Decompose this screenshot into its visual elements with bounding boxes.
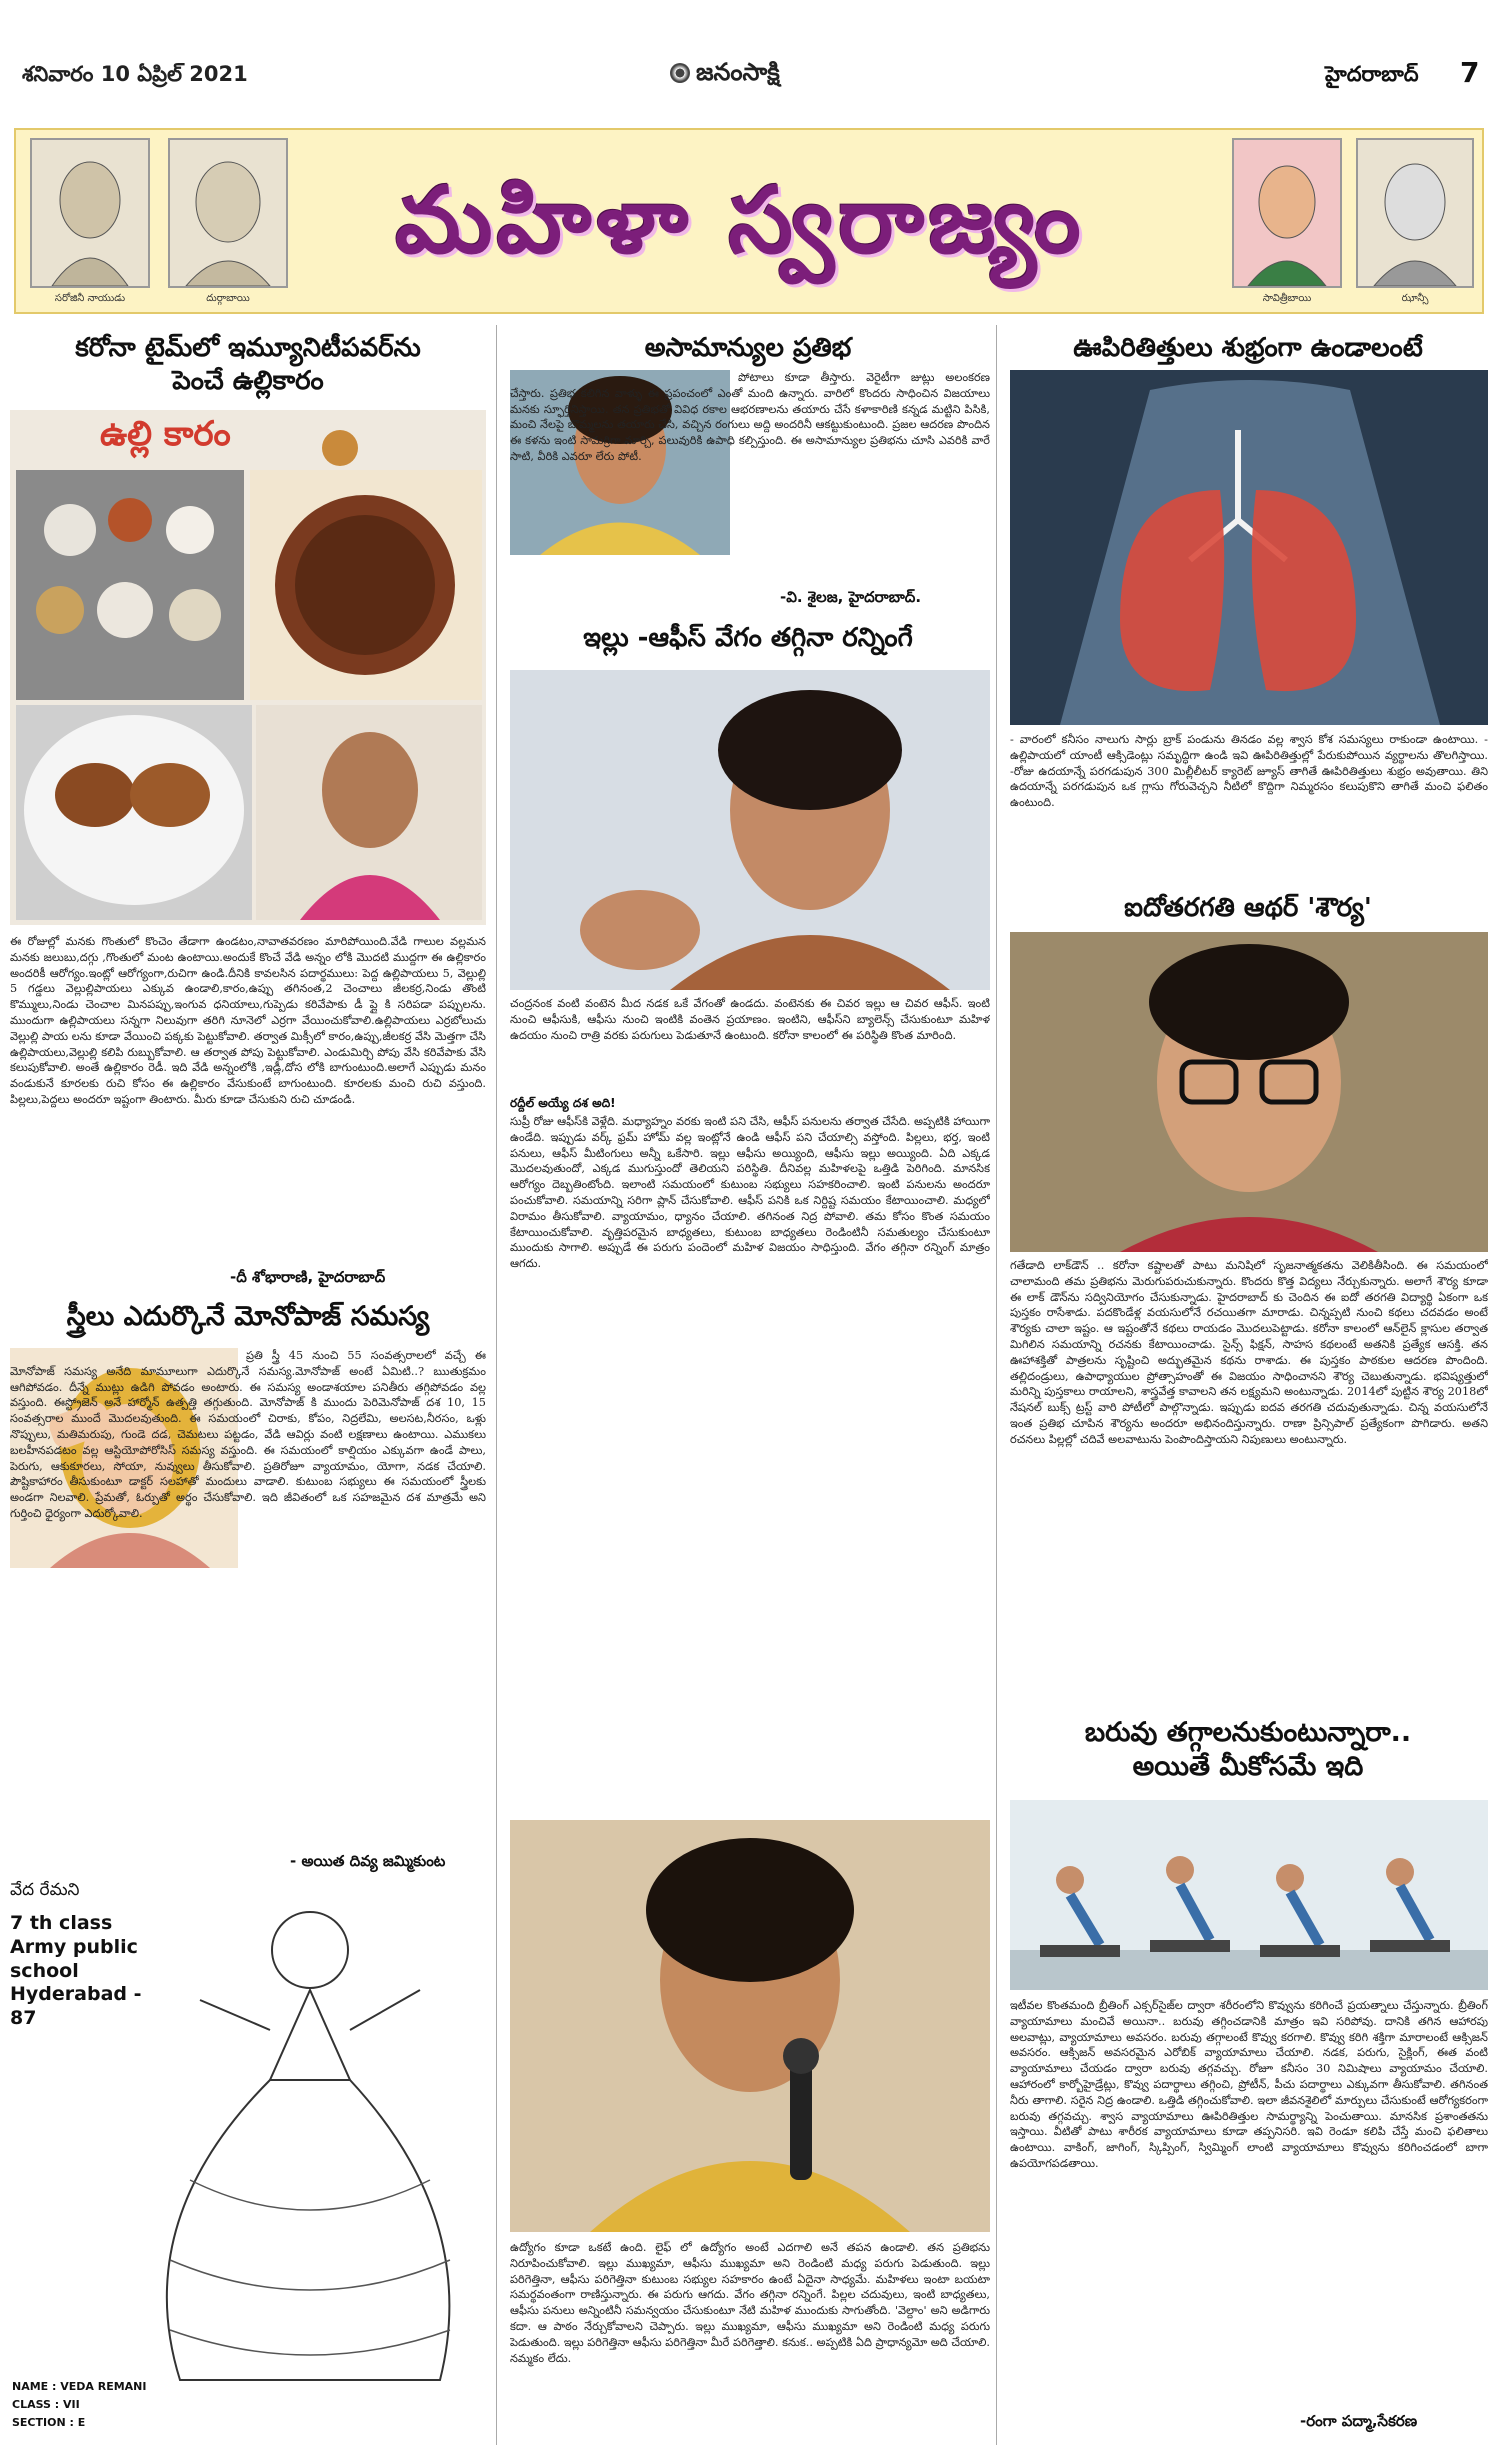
headline-line-1: బరువు తగ్గాలనుకుంటున్నారా.. [1084, 1717, 1412, 1748]
column-divider [996, 325, 997, 2445]
article-body: ఉద్యోగం కూడా ఒకటే ఉంది. లైఫ్ లో ఉద్యోగం అంటే ఎదగాలి అనే తపన ఉండాలి. తన ప్రతిభను నిరూపించుకోవాలి. ఇల్లు ముఖ్యమా, ఆఫీసు ముఖ్యమా అని రెండింటి మధ్య పరుగు పెడుతుంది. ఇల్లు పరిగెత్తినా, ఆఫీసు పరిగెత్తినా కుటుంబ సభ్యుల సహకారం ఉంటే ఏదైనా సాధ్యమే. మహిళలు ఇంటా బయటా సమర్థవంతంగా రాణిస్తున్నారు. ఈ పరుగు ఆగదు. వేగం తగ్గినా రన్నింగే. పిల్లల చదువులు, ఇంటి బాధ్యతలు, ఆఫీసు పనులు అన్నింటినీ సమన్వయం చేసుకుంటూ నేటి మహిళ ముందుకు సాగుతోంది. 'వెల్దాం' అని అడిగారు కదా. ఆ పాఠం నేర్చుకోవాలని చెప్పారు. ఇల్లు ముఖ్యమా, ఆఫీసు ముఖ్యమా అని రెండింటి మధ్య పరుగు పెడుతుంది. ఇల్లు పరిగెత్తినా ఆఫీసు పరిగెత్తినా మీరే పరిగెత్తాలి. కనుక.. అప్పటికి ఏది ప్రాధాన్యమో అది చేయాలి. నమ్మకం లేదు. [510, 2241, 990, 2365]
exercise-group-icon [1010, 1800, 1488, 1990]
headline-line-1: కరోనా టైమ్‌లో ఇమ్యూనిటీపవర్‌ను [75, 333, 421, 363]
city-name: హైదరాబాద్ [1325, 62, 1419, 86]
speaker-photo-2 [510, 1820, 990, 2232]
food-collage-icon [10, 410, 486, 925]
article-byline: -దీ శోభారాణి, హైదరాబాద్ [230, 1268, 386, 1286]
woman-with-microphone-icon [510, 1820, 990, 2232]
woman-portrait-icon [1234, 140, 1340, 286]
portrait-caption-4: ఝాన్సీ [1401, 293, 1429, 304]
nameplate-line: NAME : VEDA REMANI [12, 2380, 147, 2393]
student-drawing [10, 1880, 486, 2440]
article-headline: అసామాన్యుల ప్రతిభ [644, 333, 852, 363]
portrait-1 [30, 138, 150, 304]
portrait-caption-2: దుర్గాబాయి [206, 293, 250, 304]
portrait-caption-3: సావిత్రీబాయి [1262, 293, 1312, 304]
woman-speaking-icon [510, 670, 990, 990]
fitness-class-photo [1010, 1800, 1488, 1990]
article-body: - వారంలో కనీసం నాలుగు సార్లు బ్రాక్ పండును తినడం వల్ల శ్వాస కోశ సమస్యలు రాకుండా ఉంటాయి. - ఉల్లిపాయలో యాంటీ ఆక్సిడెంట్లు సమృద్ధిగా ఉండి ఇవి ఊపిరితిత్తుల్లో పేరుకుపోయిన వ్యర్థాలను తొలగిస్తాయి. -రోజు ఉదయాన్నే పరగడుపున 300 మిల్లీలీటర్ క్యారెట్ జ్యూస్ తాగితే ఊపిరితిత్తులు శుభ్రం అవుతాయి. తిని ఉదయాన్నే పరగడుపున ఒక గ్లాసు గోరువెచ్చని నీటిలో కొద్దిగా నిమ్మరసం కలుపుకొని తాగితే మంచి ఫలితం ఉంటుంది. [1010, 733, 1488, 810]
drawing-credit: 7 th class Army public school Hyderabad - 87 [10, 1912, 142, 2029]
article-body: ఈ రోజుల్లో మనకు గొంతులో కొంచెం తేడాగా ఉండటం,నావాతవరణం మారిపోయింది.వేడి గాలుల వల్లమన మనకు జలుబు,దగ్గు ,గొంతులో మంట ఉంటాయి.అందుకే కొంచే వేడి అన్నం లోకి మొదటి ముద్దగా ఈ ఉల్లికారం అందరికీ ఆరోగ్యం.ఇంట్లో ఆరోగ్యంగా,రుచిగా ఉండి.దీనికి కావలసిన పదార్థములు: పెద్ద ఉల్లిపాయలు 5, వెల్లుల్లి 5 గడ్డలు వెల్లుల్లిపాయలు ఎక్కువ ఉండాలి,కారం,ఉప్పు తగినంత,2 చెంచాలు జీలకర్ర,నిండు తొంటి కొమ్ములు,నిండు చెంచాల మినపప్పు,ఇంగువ ధనియాలు,గుప్పెడు కరివేపాకు డీ ప్లై కి సరిపడా పప్పులను. ముందుగా ఉల్లిపాయలు సన్నగా నిలువుగా తరిగి నూనెలో ఎర్రగా వేయించుకోవాలి.ఉల్లిపాయలు ఎర్రబోలుచు వెల్లుల్లి పాయ లను కూడా వేయించి పక్కకు పెట్టుకోవాలి. తర్వాత మిక్సీలో కారం,ఉప్పు,జీలకర్ర వేసి మెత్తగా చేసి ఉల్లిపాయలు,వెల్లుల్లి కలిపి రుబ్బుకోవాలి. ఆ తర్వాత పోపు పెట్టుకోవాలి. ఎండుమిర్చి పోపు వేసి కరివేపాకు వేసి కలుపుకోవాలి. అంతే ఉల్లికారం రెడీ. ఇది వేడి అన్నంలోకి ,ఇడ్లీ,దోస లోకి బాగుంటుంది.అలాగే ఎప్పుడు మనం వండుకునే కూరలకు రుచి కోసం ఈ ఉల్లికారం వేసుకుంటే బాగుంటుంది. కూరలకు మంచి రుచి వస్తుంది. పిల్లలు,పెద్దలు అందరూ ఇష్టంగా తింటారు. మీరు కూడా చేసుకుని రుచి చూడండి. [10, 935, 486, 1106]
shaurya-photo [1010, 932, 1488, 1252]
article-headline: ఇల్లు -ఆఫీస్ వేగం తగ్గినా రన్నింగే [583, 623, 913, 653]
drawing-title: వేద రేమని [10, 1880, 80, 1900]
article-byline: - అయిత దివ్య జమ్మికుంట [290, 1852, 446, 1870]
article-headline [1006, 1716, 1490, 1784]
woman-portrait-icon [170, 140, 286, 286]
lungs-photo [1010, 370, 1488, 725]
woman-portrait-icon [32, 140, 148, 286]
article-headline: ఐదోతరగతి ఆథర్ 'శౌర్య' [1124, 893, 1372, 923]
portrait-4 [1356, 138, 1474, 304]
photo-title-text: ఉల్లి కారం [100, 414, 231, 454]
article-body: ప్రతి స్త్రీ 45 నుంచి 55 సంవత్సరాలలో వచ్చే ఈ మోనోపాజ్ సమస్య అనేది మామూలుగా ఎదుర్కొనే సమస్య.మోనోపాజ్ అంటే ఏమిటి..? ఋతుక్రమం ఆగిపోవడం. దీన్నే ముట్లు ఉడిగి పోవడం అంటారు. ఈ సమస్య అండాశయాల పనితీరు తగ్గిపోవడం వల్ల వస్తుంది. ఈస్ట్రోజెన్ అనే హార్మోన్ ఉత్పత్తి తగ్గుతుంది. మోనోపాజ్ కి ముందు పెరిమెనోపాజ్ దశ 10, 15 సంవత్సరాల ముందే మొదలవుతుంది. ఈ సమయంలో చిరాకు, కోపం, నిద్రలేమి, అలసట,నీరసం, ఒళ్లు నొప్పులు, మతిమరుపు, గుండె దడ, చెమటలు పట్టడం, వేడి ఆవిర్లు వంటి లక్షణాలు ఉంటాయి. ఎముకలు బలహీనపడటం వల్ల ఆస్టియోపోరోసిస్ సమస్య వస్తుంది. ఈ సమయంలో కాల్షియం ఎక్కువగా ఉండే పాలు, పెరుగు, ఆకుకూరలు, సోయా, నువ్వులు తీసుకోవాలి. ప్రతిరోజూ వ్యాయామం, యోగా, నడక చేయాలి. పౌష్టికాహారం తీసుకుంటూ డాక్టర్ సలహాతో మందులు వాడాలి. కుటుంబ సభ్యులు ఈ సమయంలో స్త్రీలకు అండగా నిలవాలి. ప్రేమతో, ఓర్పుతో అర్థం చేసుకోవాలి. ఇది జీవితంలో ఒక సహజమైన దశ మాత్రమే అని గుర్తించి ధైర్యంగా ఎదుర్కోవాలి. [10, 1349, 486, 1520]
article-body: పోటాలు కూడా తీస్తారు. వెరైటీగా జుట్లు అలంకరణ చేస్తారు. ప్రతిభ కలిగిన వాళ్ళు ఈ ప్రపంచంలో ఎంతో మంది ఉన్నారు. వారిలో కొందరు సాధించిన విజయాలు మనకు స్ఫూర్తినిస్తాయి. తన ప్రతిభతో వివిధ రకాల ఆభరణాలను తయారు చేసే కళాకారిణి కన్నడ మట్టిని పిసికి, మంచి నేలపై బొమ్మలను తయారు చేసి, వచ్చిన రంగులు అద్ది అందరినీ ఆకట్టుకుంటుంది. ప్రజల ఆదరణ పొందిన ఈ కళను ఇంటి సామగ్రిగా మార్చి, పలువురికి ఉపాధి కల్పిస్తుంది. ఈ అసామాన్యుల ప్రతిభను చూసి ఎవరికి వారే సాటి, వీరికి ఎవరూ లేరు పోటీ. [510, 371, 990, 463]
lungs-icon [1010, 370, 1488, 725]
drawing-nameplate [12, 2378, 146, 2432]
nameplate-line: CLASS : VII [12, 2398, 80, 2411]
page-header [0, 0, 1500, 112]
boy-with-glasses-icon [1010, 932, 1488, 1252]
portrait-3 [1232, 138, 1342, 304]
onion-chutney-photo [10, 410, 486, 925]
article-byline: -వి. శైలజ, హైదరాబాద్. [780, 588, 922, 606]
speaker-photo-1 [510, 670, 990, 990]
masthead-text: జనంసాక్షి [696, 58, 780, 86]
article-body: గతేడాది లాక్‌డౌన్ .. కరోనా కష్టాలతో పాటు మనిషిలో సృజనాత్మకతను వెలికితీసింది. ఈ సమయంలో చాలామంది తమ ప్రతిభను మెరుగుపరుచుకున్నారు. కొందరు కొత్త విద్యలు నేర్చుకున్నారు. అలాగే శౌర్య కూడా ఈ లాక్ డౌన్‌ను సద్వినియోగం చేసుకున్నాడు. హైదరాబాద్ కు చెందిన ఈ ఐదో తరగతి విద్యార్థి ఏకంగా ఒక పుస్తకం రాసేశాడు. పదకొండేళ్ల వయసులోనే రచయితగా మారాడు. చిన్నప్పటి నుంచి కథలు చదవడం అంటే శౌర్యకు చాలా ఇష్టం. ఆ ఇష్టంతోనే కథలు రాయడం మొదలుపెట్టాడు. కరోనా కాలంలో ఆన్‌లైన్ క్లాసుల తర్వాత మిగిలిన సమయాన్ని రచనకు కేటాయించాడు. సైన్స్ ఫిక్షన్, సాహస కథలంటే అతనికి ప్రత్యేక ఆసక్తి. తన ఊహాశక్తితో పాత్రలను సృష్టించి అద్భుతమైన కథను రాశాడు. ఈ పుస్తకం పాఠకుల ఆదరణ పొందింది. తల్లిదండ్రులు, ఉపాధ్యాయుల ప్రోత్సాహంతో ఈ విజయం సాధించానని శౌర్య చెబుతున్నాడు. భవిష్యత్తులో మరిన్ని పుస్తకాలు రాయాలని, శాస్త్రవేత్త కావాలని తన లక్ష్యమని అంటున్నాడు. 2014లో పుట్టిన శౌర్య 2018లో నేషనల్ బుక్స్ ట్రస్ట్ వారి పోటీలో పాల్గొన్నాడు. ఇప్పుడు ఐదవ తరగతి చదువుతున్నాడు. చిన్న వయసులోనే ఇంత ప్రతిభ చూపిన శౌర్యను అందరూ అభినందిస్తున్నారు. రాణా ప్రిన్సిపాల్ ప్రత్యేకంగా పొగిడారు. అతని రచనలు పిల్లల్లో చదివే అలవాటును పెంపొందిస్తాయని నిపుణులు అంటున్నారు. [1010, 1259, 1488, 1446]
page-number: 7 [1460, 56, 1480, 89]
article-body: చంద్రనంక వంటి వంటెన మీద నడక ఒకే వేగంతో ఉండదు. వంటెనకు ఈ చివర ఇల్లు ఆ చివర ఆఫీస్. ఇంటి నుంచి ఆఫీసుకి, ఆఫీసు నుంచి ఇంటికి వంతెన ప్రయాణం. ఇంటిని, ఆఫీస్‌ని బ్యాలెన్స్ చేసుకుంటూ మహిళ ఉదయం నుంచి రాత్రి వరకు పరుగులు పెడుతూనే ఉంటుంది. కరోనా కాలంలో ఈ పరిస్థితి కొంత మారింది. [510, 997, 990, 1042]
banner-title: మహిళా స్వరాజ్యం [395, 167, 1085, 274]
dancing-woman-sketch-icon [10, 1880, 486, 2440]
article-body: ఇటీవల కొంతమంది బ్రీతింగ్ ఎక్సర్‌సైజ్‌ల ద్వారా శరీరంలోని కొవ్వును కరిగించే ప్రయత్నాలు చేస్తున్నారు. బ్రీతింగ్ వ్యాయామాలు మంచివే అయినా.. బరువు తగ్గించడానికి మాత్రం ఇవి సరిపోవు. దానికి తగిన ఆహారపు అలవాట్లు, వ్యాయామాలు అవసరం. బరువు తగ్గాలంటే కొవ్వు కరగాలి. కొవ్వు కరిగి శక్తిగా మారాలంటే ఆక్సిజన్ అవసరం. ఆక్సిజన్ అవసరమైన ఎరోబిక్ వ్యాయామాలు చేయాలి. నడక, పరుగు, సైక్లింగ్, ఈత వంటి వ్యాయామాలు చేయడం ద్వారా బరువు తగ్గవచ్చు. రోజూ కనీసం 30 నిమిషాలు వ్యాయామం చేయాలి. ఆహారంలో కార్బోహైడ్రేట్లు, కొవ్వు పదార్థాలు తగ్గించి, ప్రోటీన్, పీచు పదార్థాలు ఎక్కువగా తీసుకోవాలి. తగినంత నీరు తాగాలి. సరైన నిద్ర ఉండాలి. ఒత్తిడి తగ్గించుకోవాలి. ఇలా జీవనశైలిలో మార్పులు చేసుకుంటే ఆరోగ్యకరంగా బరువు తగ్గవచ్చు. శ్వాస వ్యాయామాలు ఊపిరితిత్తుల సామర్థ్యాన్ని పెంచుతాయి. మానసిక ప్రశాంతతను ఇస్తాయి. వీటితో పాటు శారీరక వ్యాయామాలు కూడా తప్పనిసరి. ఇవి రెండూ కలిపి చేస్తే మంచి ఫలితాలు ఉంటాయి. వాకింగ్, జాగింగ్, స్కిప్పింగ్, స్విమ్మింగ్ లాంటి వ్యాయామాలు కొవ్వును కరిగించడంలో బాగా ఉపయోగపడతాయి. [1010, 1999, 1488, 2170]
article-byline: -రంగా పద్మా,సేకరణ [1300, 2412, 1418, 2430]
issue-date: శనివారం 10 ఏప్రిల్ 2021 [22, 62, 248, 86]
portrait-caption-1: సరోజినీ నాయుడు [54, 293, 126, 304]
sun-logo-icon [670, 63, 690, 83]
article-headline [10, 332, 486, 397]
headline-line-2: పెంచే ఉల్లికారం [172, 365, 324, 396]
article-body: సుప్రీ రోజు ఆఫీస్‌కి వెళ్లేది. మధ్యాహ్నం వరకు ఇంటి పని చేసి, ఆఫీస్‌ పనులను తర్వాత చేసేది. అప్పటికి హాయిగా ఉండేది. ఇప్పుడు వర్క్ ఫ్రమ్ హోమ్ వల్ల ఇంట్లోనే ఉండి ఆఫీస్ పని చేయాల్సి వస్తోంది. పిల్లలు, భర్త, ఇంటి పనులు, ఆఫీస్ మీటింగులు అన్నీ ఒకేసారి. ఇల్లు ఆఫీసు అయ్యింది, ఆఫీసు ఇల్లు అయ్యింది. ఏది ఎక్కడ మొదలవుతుందో, ఎక్కడ ముగుస్తుందో తెలియని పరిస్థితి. దీనివల్ల మహిళలపై ఒత్తిడి పెరిగింది. మానసిక ఆరోగ్యం దెబ్బతింటోంది. ఇలాంటి సమయంలో కుటుంబ సభ్యులు సహకరించాలి. ఇంటి పనులను అందరూ పంచుకోవాలి. సమయాన్ని సరిగా ప్లాన్ చేసుకోవాలి. ఆఫీస్ పనికి ఒక నిర్దిష్ట సమయం కేటాయించాలి. మధ్యలో విరామం తీసుకోవాలి. వ్యాయామం, ధ్యానం చేయాలి. తగినంత నిద్ర పోవాలి. తమ కోసం కొంత సమయం కేటాయించుకోవాలి. వృత్తిపరమైన బాధ్యతలు, కుటుంబ బాధ్యతలు రెండింటినీ సమతుల్యం చేసుకుంటూ ముందుకు సాగాలి. అప్పుడే ఈ పరుగు పందెంలో మహిళ విజయం సాధిస్తుంది. వేగం తగ్గినా రన్నింగ్ మాత్రం ఆగదు. [510, 1115, 990, 1271]
column-divider [496, 325, 497, 2445]
headline-line-2: అయితే మీకోసమే ఇది [1132, 1750, 1364, 1782]
article-headline: స్త్రీలు ఎదుర్కొనే మోనోపాజ్ సమస్య [66, 1301, 430, 1332]
masthead [670, 58, 780, 92]
portrait-2 [168, 138, 288, 304]
article-headline: ఊపిరితిత్తులు శుభ్రంగా ఉండాలంటే [1073, 333, 1423, 363]
woman-portrait-icon [1358, 140, 1472, 286]
article-subhead: రద్దీల్ అయ్యే దశ అది! [510, 1096, 616, 1110]
nameplate-line: SECTION : E [12, 2416, 86, 2429]
